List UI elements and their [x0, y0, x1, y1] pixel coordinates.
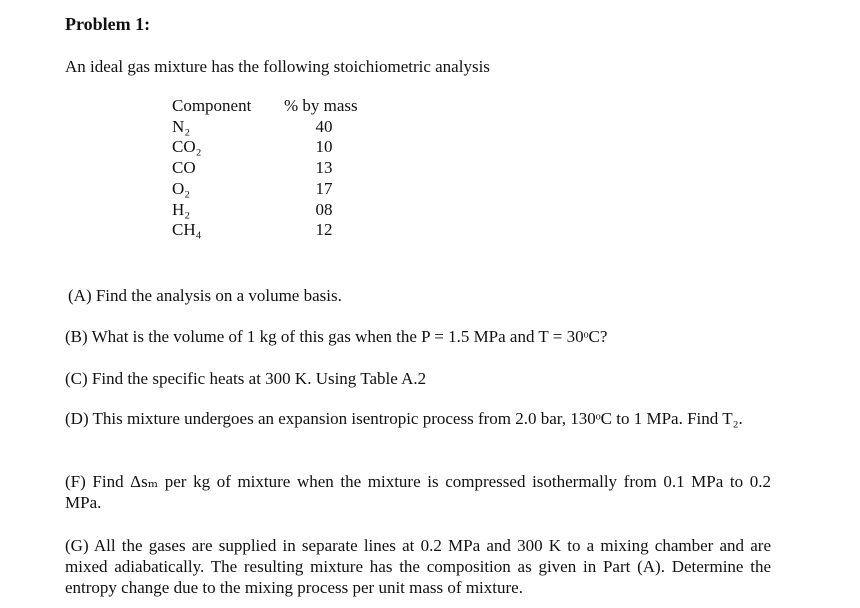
species-cell: CO: [172, 158, 196, 178]
mass-percent-cell: 17: [315, 178, 333, 198]
question-a: (A) Find the analysis on a volume basis.: [68, 286, 342, 305]
species-cell: O₂: [172, 178, 191, 198]
question-d: (D) This mixture undergoes an expansion isentropic process from 2.0 bar, 130ᵒC to 1 MPa. Find T₂.: [65, 409, 743, 428]
mass-percent-cell: 08: [315, 199, 333, 219]
species-cell: H₂: [172, 199, 191, 219]
species-cell: CO₂: [172, 137, 202, 157]
table-row: [172, 158, 364, 179]
composition-table: [172, 96, 364, 241]
table-row: [172, 200, 364, 221]
question-g: (G) All the gases are supplied in separate lines at 0.2 MPa and 300 K to a mixing chamber and are mixed adiabatically. The resulting mixture has the composition as given in Part (A). Determine the entropy change due to the mixing process per unit mass of mixture.: [65, 536, 771, 597]
table-header-row: [172, 96, 364, 117]
problem-intro: An ideal gas mixture has the following stoichiometric analysis: [65, 57, 490, 76]
mass-percent-cell: 12: [315, 220, 333, 240]
question-c: (C) Find the specific heats at 300 K. Using Table A.2: [65, 369, 427, 388]
mass-percent-cell: 10: [315, 137, 333, 157]
question-f: (F) Find Δsₘ per kg of mixture when the mixture is compressed isothermally from 0.1 MPa to 0.2 MPa.: [65, 472, 771, 512]
table-row: [172, 220, 364, 241]
question-b: (B) What is the volume of 1 kg of this gas when the P = 1.5 MPa and T = 30ᵒC?: [65, 327, 608, 346]
table-row: [172, 117, 364, 138]
table-row: [172, 137, 364, 158]
column-header-mass-percent: % by mass: [284, 96, 358, 115]
species-cell: N₂: [172, 116, 191, 136]
column-header-component: Component: [172, 96, 252, 115]
mass-percent-cell: 13: [315, 158, 333, 178]
species-cell: CH₄: [172, 220, 202, 240]
mass-percent-cell: 40: [315, 116, 333, 136]
problem-title: Problem 1:: [65, 14, 151, 34]
table-row: [172, 179, 364, 200]
